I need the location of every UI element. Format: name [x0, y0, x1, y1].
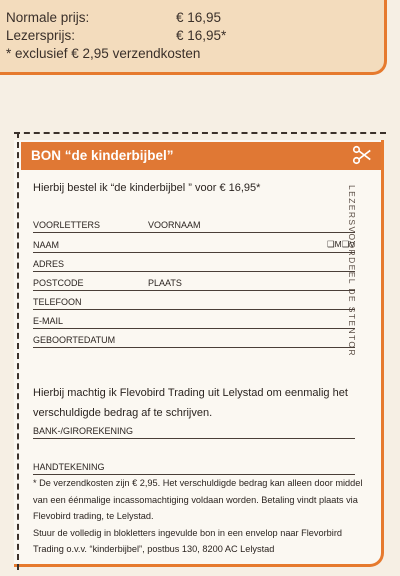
field-adres[interactable]	[33, 257, 355, 272]
coupon-title: BON “de kinderbijbel”	[31, 148, 174, 163]
price-box	[0, 0, 387, 75]
field-geboortedatum[interactable]	[33, 333, 355, 348]
shipping-note: * exclusief € 2,95 verzendkosten	[6, 46, 201, 61]
cut-line-top	[14, 132, 386, 134]
plaats-label: PLAATS	[148, 278, 182, 288]
voornaam-label: VOORNAAM	[148, 220, 201, 230]
normal-price-label: Normale prijs:	[6, 10, 90, 25]
footnote-address: Stuur de volledig in blokletters ingevulde bon in een envelop naar Flevorbird Trading o.v.v. “kinderbijbel”, postbus 130, 8200 AC Lelystad	[33, 527, 342, 554]
bank-label: BANK-/GIROREKENING	[33, 426, 134, 436]
field-bankrekening[interactable]	[33, 424, 355, 439]
field-postcode[interactable]	[33, 276, 355, 291]
field-handtekening[interactable]	[33, 460, 355, 475]
cut-line-left	[17, 132, 19, 570]
normal-price-value: € 16,95	[176, 10, 222, 25]
handtekening-label: HANDTEKENING	[33, 462, 105, 472]
debit-mandate-text: Hierbij machtig ik Flevobird Trading uit Lelystad om eenmalig het verschuldigde bedrag af te schrijven.	[33, 387, 348, 419]
order-intro: Hierbij bestel ik “de kinderbijbel ” voor € 16,95*	[33, 182, 261, 194]
reader-price-row	[6, 28, 226, 43]
telefoon-label: TELEFOON	[33, 297, 82, 307]
geboortedatum-label: GEBOORTEDATUM	[33, 335, 116, 345]
reader-price-value: € 16,95*	[176, 28, 227, 43]
postcode-label: POSTCODE	[33, 278, 84, 288]
field-email[interactable]	[33, 314, 355, 329]
scissors-icon	[351, 144, 373, 166]
voorletters-label: VOORLETTERS	[33, 220, 101, 230]
footnote-shipping: * De verzendkosten zijn € 2,95. Het verschuldigde bedrag kan alleen door middel van een éénmalige incassomachtiging voldaan worden. Betaling vindt plaats via Flevobird trading, te Lelystad.	[33, 478, 363, 521]
field-naam[interactable]	[33, 238, 355, 253]
adres-label: ADRES	[33, 259, 65, 269]
email-label: E-MAIL	[33, 316, 64, 326]
gender-checkboxes[interactable]: ❑M❑V	[327, 239, 355, 249]
normal-price-row	[6, 10, 221, 25]
side-caption: LEZERSVOORDEEL DE STENTOR	[347, 185, 357, 357]
field-voorletters[interactable]	[33, 218, 355, 233]
field-telefoon[interactable]	[33, 295, 355, 310]
naam-label: NAAM	[33, 240, 60, 250]
footnote	[33, 475, 363, 558]
coupon-banner	[21, 142, 381, 170]
reader-price-label: Lezersprijs:	[6, 28, 76, 43]
